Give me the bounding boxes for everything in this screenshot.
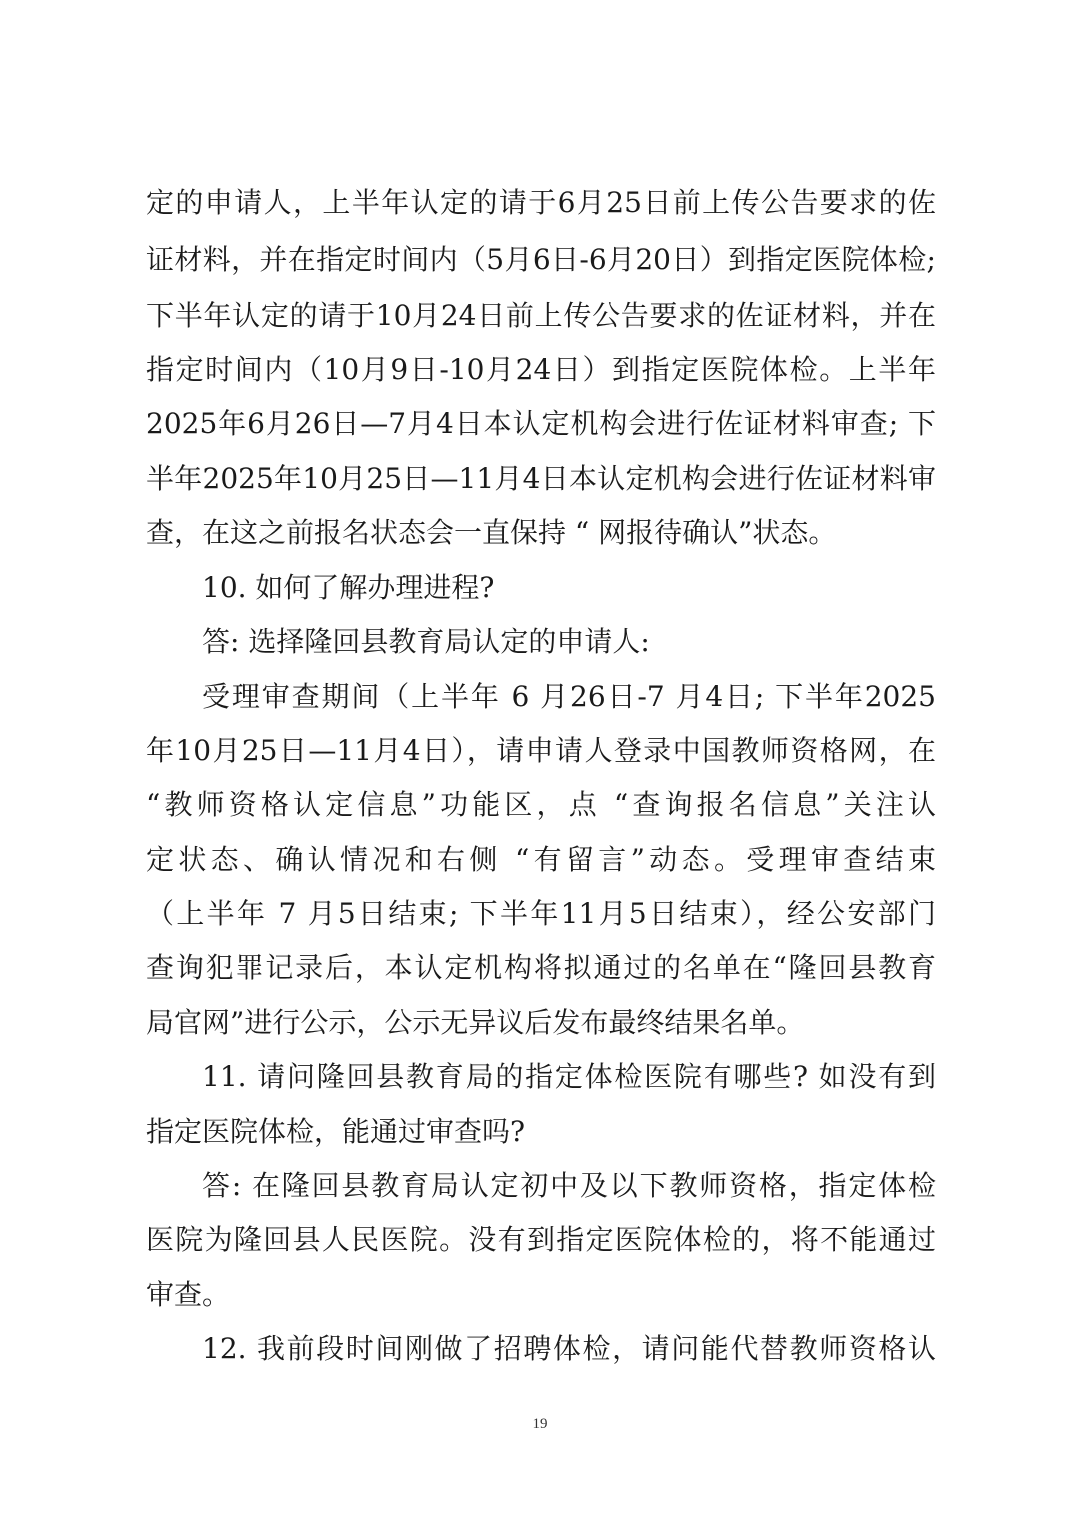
text-line: 查，在这之前报名状态会一直保持 “ 网报待确认”状态。 (146, 516, 837, 549)
text-line: 受理审查期间（上半年 6 月26日-7 月4日; 下半年2025 (202, 680, 936, 713)
text-line: 年10月25日—11月4日），请申请人登录中国教师资格网，在 (146, 734, 936, 767)
question-heading: 12. 我前段时间刚做了招聘体检，请问能代替教师资格认 (202, 1332, 936, 1365)
text-line: 半年2025年10月25日—11月4日本认定机构会进行佐证材料审 (146, 462, 936, 495)
text-line: 2025年6月26日—7月4日本认定机构会进行佐证材料审查; 下 (146, 407, 936, 440)
page-number: 19 (532, 1416, 548, 1432)
text-line: 审查。 (146, 1278, 231, 1311)
text-line: 指定时间内（10月9日-10月24日）到指定医院体检。上半年 (146, 353, 936, 386)
question-heading: 11. 请问隆回县教育局的指定体检医院有哪些? 如没有到 (202, 1060, 936, 1093)
text-line: “教师资格认定信息”功能区，点 “查询报名信息”关注认 (146, 788, 936, 821)
text-line: 医院为隆回县人民医院。没有到指定医院体检的，将不能通过 (146, 1223, 936, 1256)
text-line: 证材料，并在指定时间内（5月6日-6月20日）到指定医院体检; (146, 243, 936, 276)
text-line: 下半年认定的请于10月24日前上传公告要求的佐证材料，并在 (146, 299, 936, 332)
text-line: 局官网”进行公示，公示无异议后发布最终结果名单。 (146, 1006, 805, 1039)
text-line: 查询犯罪记录后，本认定机构将拟通过的名单在“隆回县教育 (146, 951, 936, 984)
text-line: （上半年 7 月5日结束; 下半年11月5日结束），经公安部门 (146, 897, 936, 930)
text-line: 定的申请人，上半年认定的请于6月25日前上传公告要求的佐 (146, 186, 936, 219)
text-line: 指定医院体检，能通过审查吗? (146, 1115, 526, 1148)
answer-line: 答: 在隆回县教育局认定初中及以下教师资格，指定体检 (202, 1169, 936, 1202)
question-heading: 10. 如何了解办理进程? (202, 571, 495, 604)
answer-line: 答: 选择隆回县教育局认定的申请人: (202, 625, 650, 658)
text-line: 定状态、确认情况和右侧 “有留言”动态。受理审查结束 (146, 843, 936, 876)
